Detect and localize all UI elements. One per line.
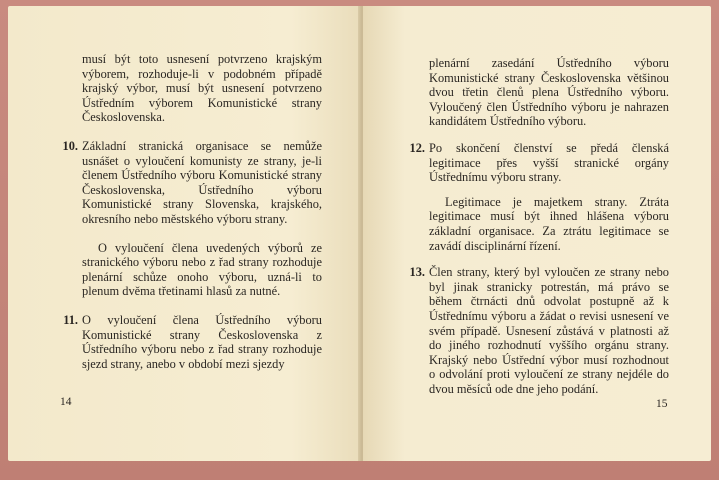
clause-12-sub: Legitimace je majetkem strany. Ztráta legitimace musí být ihned hlášena výboru základní organisace. Za ztrátu legitimace se zavádí disciplinární řízení.: [429, 194, 669, 253]
clause-10-sub: O vyloučení člena uvedených výborů ze stranického výboru nebo z řad strany rozhoduje plenární schůze onoho výboru, uzná-li to plenum dvěma třetinami hlasů za nutné.: [82, 240, 322, 299]
clause-12: [409, 140, 669, 185]
clause-text: Člen strany, který byl vyloučen ze strany nebo byl jinak stranicky potrestán, má právo se během čtrnácti dnů odvolat postupně až k Ústřednímu výboru a žádat o revisi usnesení ve svém případě. Usnesení zůstává v platnosti až do jiného rozhodnutí vyššího orgánu strany. Krajský nebo Ústřední výbor musí rozhodnout o odvolání proti vyloučení ze strany nejdéle do dvou měsíců ode dne jeho podání.: [429, 265, 669, 396]
clause-number: 13.: [409, 265, 425, 280]
right-page-text: [409, 56, 669, 406]
clause-number: 11.: [63, 312, 78, 327]
page-number-left: 14: [60, 396, 72, 408]
clause-13: [409, 265, 669, 396]
clause-text: Základní stranická organisace se nemůže usnášet o vyloučení komunisty ze strany, je-li členem Ústředního výboru Komunistické strany Československa, Ústředního výboru Komunistické strany Slovenska, krajského, okresního nebo městského výboru strany.: [82, 138, 322, 226]
left-page-text: [62, 52, 322, 381]
page-number-right: 15: [656, 398, 668, 410]
left-continuation: musí být toto usnesení potvrzeno krajským výborem, rozhoduje-li v podobném případě krajský výbor, musí být usnesení potvrzeno Ústředním výborem Komunistické strany Československa.: [82, 52, 322, 125]
clause-11: [63, 312, 322, 371]
right-page: [363, 6, 711, 461]
clause-number: 10.: [62, 138, 78, 153]
clause-text: Po skončení členství se předá členská legitimace přes vyšší stranické orgány Ústřednímu výboru strany.: [429, 140, 669, 185]
clause-10: [62, 138, 322, 227]
right-continuation: plenární zasedání Ústředního výboru Komunistické strany Československa většinou dvou třetin členů plena Ústředního výboru. Vyloučený člen Ústředního výboru je nahrazen kandidátem Ústředního výboru.: [429, 56, 669, 129]
clause-text: O vyloučení člena Ústředního výboru Komunistické strany Československa z Ústředního výboru nebo z řad strany rozhoduje sjezd strany, anebo v období mezi sjezdy: [82, 312, 322, 371]
clause-number: 12.: [409, 140, 425, 155]
left-page: [8, 6, 362, 461]
